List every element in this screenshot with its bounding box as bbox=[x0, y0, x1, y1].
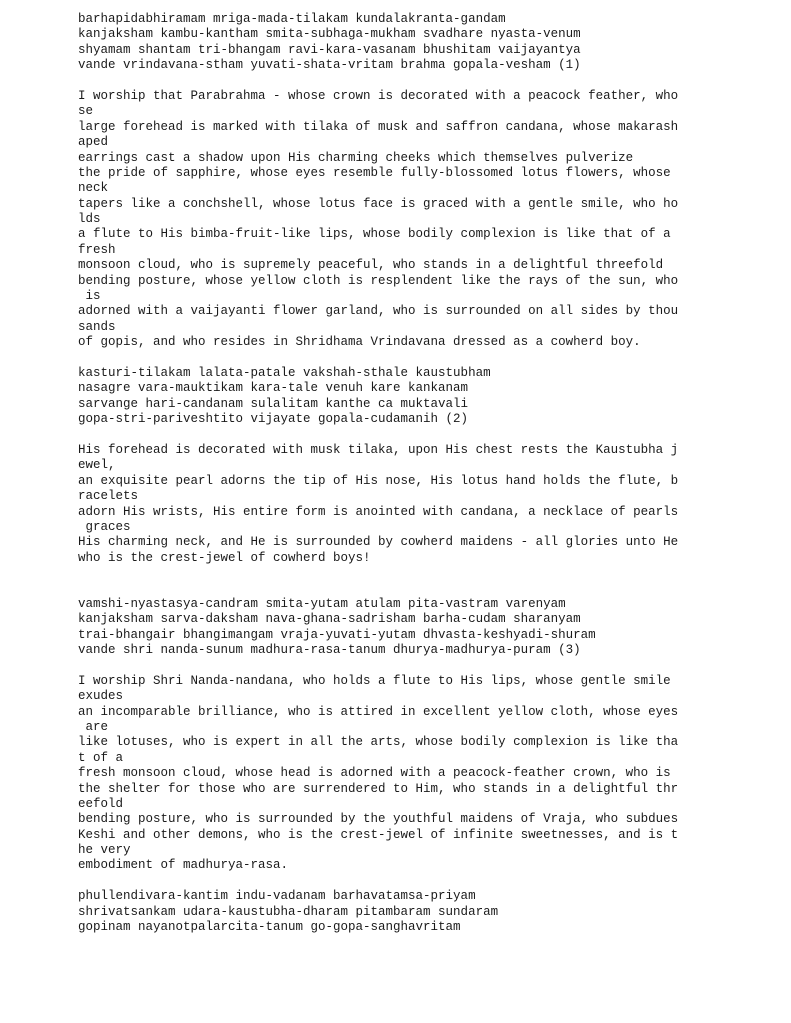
translation-3 bbox=[78, 674, 778, 874]
translation-line: neck bbox=[78, 181, 109, 196]
verse-line: kasturi-tilakam lalata-patale vakshah-sthale kaustubham bbox=[78, 365, 491, 380]
blank-line bbox=[78, 428, 778, 443]
verse-line: kanjaksham kambu-kantham smita-subhaga-mukham svadhare nyasta-venum bbox=[78, 27, 581, 42]
verse-line: kanjaksham sarva-daksham nava-ghana-sadrisham barha-cudam sharanyam bbox=[78, 612, 581, 627]
translation-line: of gopis, and who resides in Shridhama Vrindavana dressed as a cowherd boy. bbox=[78, 335, 641, 350]
verse-line: nasagre vara-mauktikam kara-tale venuh kare kankanam bbox=[78, 381, 469, 396]
translation-line: His charming neck, and He is surrounded by cowherd maidens - all glories unto He bbox=[78, 535, 679, 550]
translation-line: an incomparable brilliance, who is attired in excellent yellow cloth, whose eyes bbox=[78, 704, 679, 719]
verse-line: vamshi-nyastasya-candram smita-yutam atulam pita-vastram varenyam bbox=[78, 596, 566, 611]
verse-line: shyamam shantam tri-bhangam ravi-kara-vasanam bhushitam vaijayantya bbox=[78, 42, 581, 57]
verse-line: gopinam nayanotpalarcita-tanum go-gopa-sanghavritam bbox=[78, 920, 461, 935]
translation-line: ewel, bbox=[78, 458, 116, 473]
blank-line bbox=[78, 874, 778, 889]
translation-line: fresh monsoon cloud, whose head is adorned with a peacock-feather crown, who is bbox=[78, 766, 671, 781]
translation-line: bending posture, who is surrounded by the youthful maidens of Vraja, who subdues bbox=[78, 812, 679, 827]
translation-2 bbox=[78, 443, 778, 582]
translation-line: the shelter for those who are surrendered to Him, who stands in a delightful thr bbox=[78, 781, 679, 796]
verse-line: vande shri nanda-sunum madhura-rasa-tanum dhurya-madhurya-puram (3) bbox=[78, 643, 581, 658]
translation-line: His forehead is decorated with musk tilaka, upon His chest rests the Kaustubha j bbox=[78, 442, 679, 457]
translation-line: earrings cast a shadow upon His charming cheeks which themselves pulverize bbox=[78, 150, 634, 165]
verse-line: barhapidabhiramam mriga-mada-tilakam kundalakranta-gandam bbox=[78, 12, 506, 26]
translation-line: I worship that Parabrahma - whose crown is decorated with a peacock feather, who bbox=[78, 88, 679, 103]
translation-line: are bbox=[78, 719, 109, 734]
document-page bbox=[78, 12, 778, 935]
verse-line: phullendivara-kantim indu-vadanam barhavatamsa-priyam bbox=[78, 889, 476, 904]
translation-line: the pride of sapphire, whose eyes resemble fully-blossomed lotus flowers, whose bbox=[78, 165, 671, 180]
translation-line: monsoon cloud, who is supremely peaceful, who stands in a delightful threefold bbox=[78, 258, 664, 273]
verse-4 bbox=[78, 889, 778, 935]
translation-line: adorn His wrists, His entire form is anointed with candana, a necklace of pearls bbox=[78, 504, 679, 519]
translation-line: embodiment of madhurya-rasa. bbox=[78, 858, 289, 873]
translation-line: bending posture, whose yellow cloth is resplendent like the rays of the sun, who bbox=[78, 273, 679, 288]
blank-line bbox=[78, 581, 778, 596]
translation-line: adorned with a vaijayanti flower garland, who is surrounded on all sides by thou bbox=[78, 304, 679, 319]
translation-line: who is the crest-jewel of cowherd boys! bbox=[78, 550, 371, 565]
translation-1 bbox=[78, 89, 778, 351]
translation-line bbox=[78, 566, 778, 581]
translation-line: he very bbox=[78, 843, 131, 858]
translation-line: is bbox=[78, 289, 101, 304]
translation-line: like lotuses, who is expert in all the arts, whose bodily complexion is like tha bbox=[78, 735, 679, 750]
translation-line: an exquisite pearl adorns the tip of His nose, His lotus hand holds the flute, b bbox=[78, 473, 679, 488]
translation-line: eefold bbox=[78, 796, 124, 811]
translation-line: I worship Shri Nanda-nandana, who holds a flute to His lips, whose gentle smile bbox=[78, 673, 671, 688]
verse-1 bbox=[78, 12, 778, 74]
verse-3 bbox=[78, 597, 778, 659]
translation-line: sands bbox=[78, 319, 116, 334]
blank-line bbox=[78, 658, 778, 673]
translation-line: se bbox=[78, 104, 94, 119]
translation-line: aped bbox=[78, 135, 109, 150]
translation-line: racelets bbox=[78, 489, 139, 504]
verse-line: sarvange hari-candanam sulalitam kanthe ca muktavali bbox=[78, 396, 469, 411]
verse-line: shrivatsankam udara-kaustubha-dharam pitambaram sundaram bbox=[78, 904, 499, 919]
verse-line: vande vrindavana-stham yuvati-shata-vritam brahma gopala-vesham (1) bbox=[78, 58, 581, 73]
translation-line: a flute to His bimba-fruit-like lips, whose bodily complexion is like that of a bbox=[78, 227, 671, 242]
verse-2 bbox=[78, 366, 778, 428]
verse-line: trai-bhangair bhangimangam vraja-yuvati-yutam dhvasta-keshyadi-shuram bbox=[78, 627, 596, 642]
translation-line: large forehead is marked with tilaka of musk and saffron candana, whose makarash bbox=[78, 119, 679, 134]
translation-line: lds bbox=[78, 212, 101, 227]
verse-line: gopa-stri-pariveshtito vijayate gopala-cudamanih (2) bbox=[78, 412, 469, 427]
blank-line bbox=[78, 74, 778, 89]
blank-line bbox=[78, 351, 778, 366]
translation-line: graces bbox=[78, 519, 131, 534]
translation-line: exudes bbox=[78, 689, 124, 704]
translation-line: fresh bbox=[78, 242, 116, 257]
translation-line: tapers like a conchshell, whose lotus face is graced with a gentle smile, who ho bbox=[78, 196, 679, 211]
translation-line: t of a bbox=[78, 750, 124, 765]
translation-line: Keshi and other demons, who is the crest-jewel of infinite sweetnesses, and is t bbox=[78, 827, 679, 842]
